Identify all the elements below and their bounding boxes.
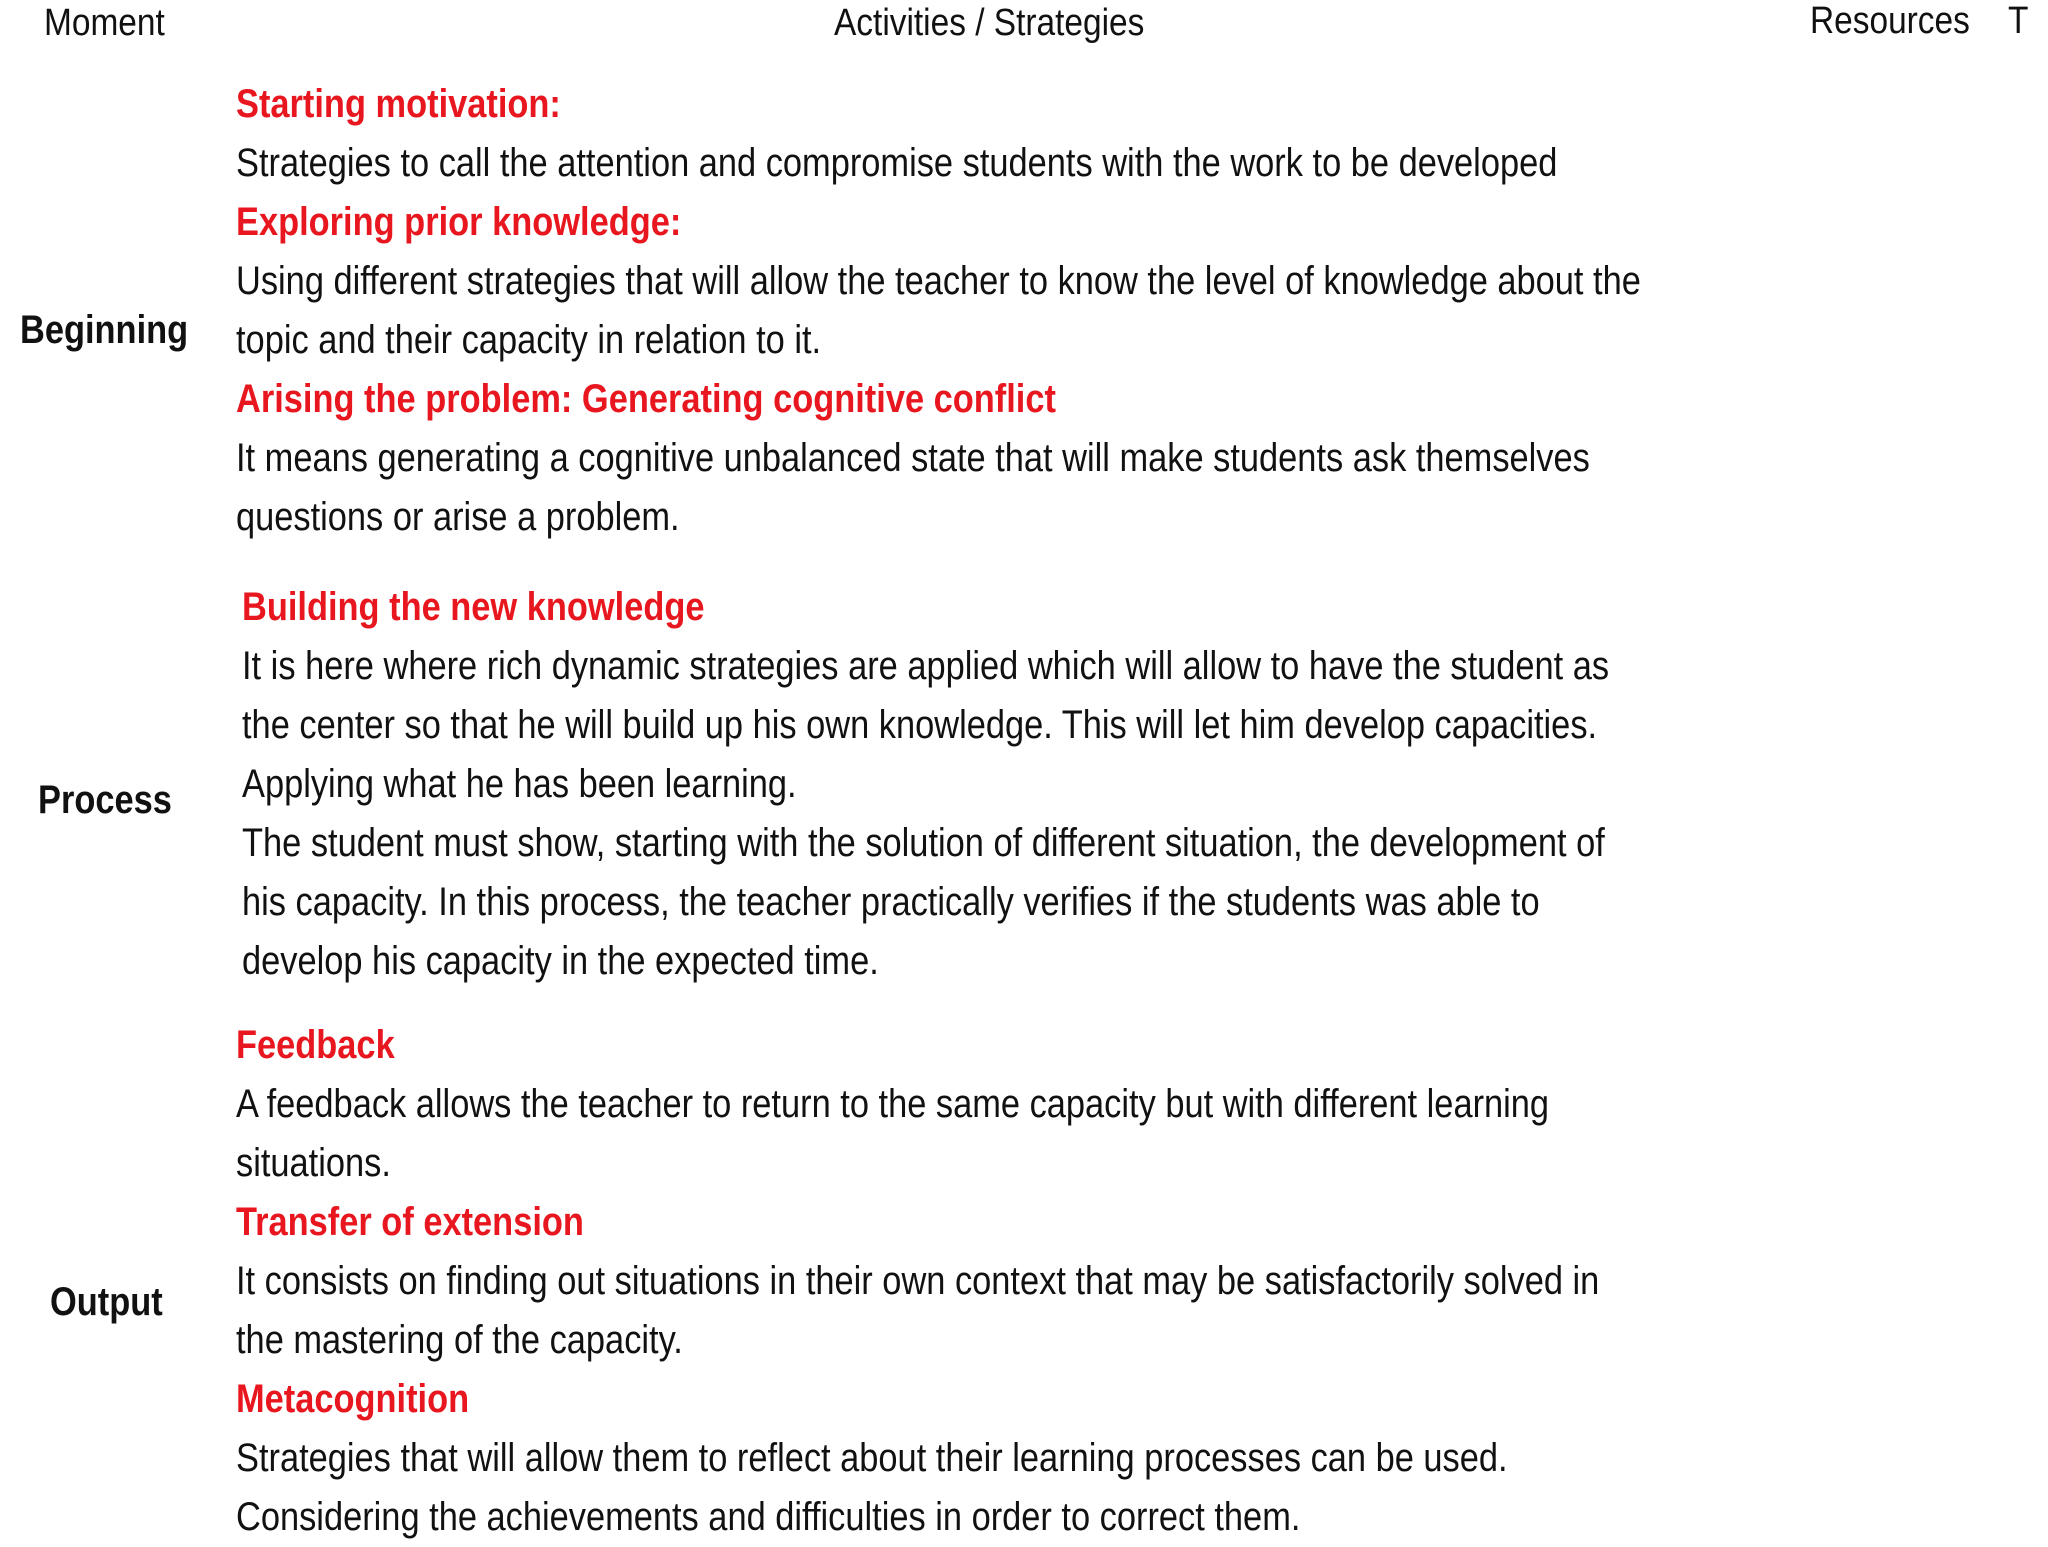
section-text-line: It is here where rich dynamic strategies are applied which will allow to have the student as <box>242 644 1610 688</box>
moment-output: Output <box>50 1280 163 1324</box>
section-heading: Building the new knowledge <box>242 585 705 629</box>
section-text-line: The student must show, starting with the solution of different situation, the development of <box>242 821 1605 865</box>
section-text-line: questions or arise a problem. <box>236 495 680 539</box>
section-heading: Transfer of extension <box>236 1200 584 1244</box>
column-header-activities: Activities / Strategies <box>834 2 1145 44</box>
section-text-line: It means generating a cognitive unbalanced state that will make students ask themselves <box>236 436 1590 480</box>
section-heading: Feedback <box>236 1023 395 1067</box>
section-text-line: It consists on finding out situations in their own context that may be satisfactorily solved in <box>236 1259 1600 1303</box>
section-heading: Arising the problem: Generating cognitive conflict <box>236 377 1056 421</box>
column-header-moment: Moment <box>44 2 165 44</box>
section-text-line: Strategies that will allow them to reflect about their learning processes can be used. <box>236 1436 1508 1480</box>
moment-process: Process <box>38 778 172 822</box>
section-text-line: topic and their capacity in relation to it. <box>236 318 822 362</box>
section-text-line: Using different strategies that will allow the teacher to know the level of knowledge about the <box>236 259 1641 303</box>
section-text-line: A feedback allows the teacher to return to the same capacity but with different learning <box>236 1082 1550 1126</box>
process-activities <box>242 578 1962 991</box>
output-activities <box>236 1016 1956 1547</box>
column-header-cutoff: T <box>2008 0 2029 42</box>
moment-beginning: Beginning <box>20 308 189 352</box>
beginning-activities <box>236 75 1956 547</box>
section-text-line: the mastering of the capacity. <box>236 1318 683 1362</box>
section-text-line: develop his capacity in the expected time. <box>242 939 879 983</box>
section-text-line: the center so that he will build up his own knowledge. This will let him develop capacities. <box>242 703 1598 747</box>
section-heading: Starting motivation: <box>236 82 561 126</box>
column-header-resources: Resources <box>1810 0 1970 42</box>
section-text-line: situations. <box>236 1141 391 1185</box>
section-heading: Exploring prior knowledge: <box>236 200 682 244</box>
section-text-line: Strategies to call the attention and compromise students with the work to be developed <box>236 141 1558 185</box>
section-text-line: Applying what he has been learning. <box>242 762 797 806</box>
section-text-line: his capacity. In this process, the teacher practically verifies if the students was able to <box>242 880 1540 924</box>
section-text-line: Considering the achievements and difficulties in order to correct them. <box>236 1495 1301 1539</box>
section-heading: Metacognition <box>236 1377 470 1421</box>
